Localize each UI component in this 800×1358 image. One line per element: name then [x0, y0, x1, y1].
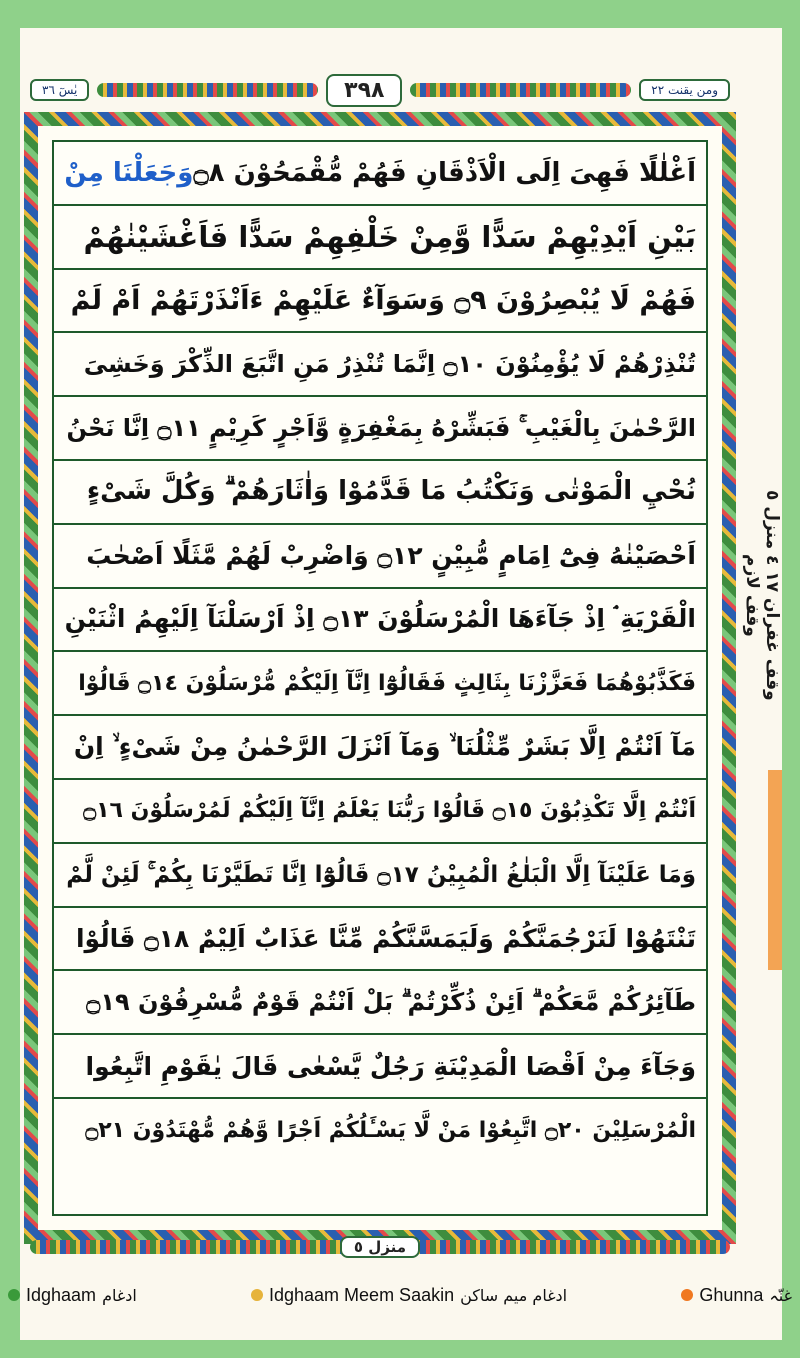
verse-line: [54, 844, 706, 908]
verse-line: [54, 142, 706, 206]
verse-line-text: [85, 1118, 696, 1143]
verse-line: [54, 971, 706, 1035]
verse-lines: [54, 142, 706, 1163]
legend-ghunna-ar: غنّہ: [769, 1285, 792, 1305]
idghaam-dot-icon: [8, 1289, 20, 1301]
text-area: [52, 140, 708, 1216]
verse-segment: اَحْصَيْنٰهُ فِىْٓ اِمَامٍ مُّبِيْنٍ ۝١٢ وَاضْرِبْ لَهُمْ مَّثَلًا اَصْحٰبَ: [86, 541, 696, 571]
verse-line-text: [74, 732, 696, 762]
verse-segment: وَجَعَلْنَا مِنْ: [64, 157, 194, 188]
verse-line: [54, 716, 706, 780]
verse-segment: بَيْنِ اَيْدِيْهِمْ سَدًّا وَّمِنْ خَلْفِهِمْ سَدًّا فَاَغْشَيْنٰهُمْ: [83, 219, 696, 254]
verse-segment: فَهُمْ لَا يُبْصِرُوْنَ ۝٩ وَسَوَآءٌ عَلَيْهِمْ ءَاَنْذَرْتَهُمْ اَمْ لَمْ: [70, 284, 696, 316]
ornamental-frame: [24, 112, 736, 1244]
verse-line: [54, 589, 706, 653]
meem-saakin-dot-icon: [251, 1289, 263, 1301]
verse-line: [54, 1035, 706, 1099]
verse-line-text: [84, 350, 696, 378]
header-ornament: [97, 83, 318, 97]
legend-meem-ar: ادغام میم ساکن: [460, 1285, 568, 1305]
verse-segment: طَآئِرُكُمْ مَّعَكُمْ ۗ اَئِنْ ذُكِّرْتُمْ ۗ بَلْ اَنْتُمْ قَوْمٌ مُّسْرِفُوْنَ ۝١٩: [86, 988, 696, 1017]
header-ornament-right: [410, 83, 631, 97]
legend-idghaam-ar: ادغام: [102, 1285, 137, 1305]
verse-segment: وَجَآءَ مِنْ اَقْصَا الْمَدِيْنَةِ رَجُلٌ يَّسْعٰى قَالَ يٰقَوْمِ اتَّبِعُوا: [85, 1051, 696, 1081]
verse-line: [54, 270, 706, 334]
legend-meem-en: Idghaam Meem Saakin: [269, 1284, 455, 1305]
verse-line: [54, 780, 706, 844]
verse-line: [54, 397, 706, 461]
verse-segment: تُنْذِرْهُمْ لَا يُؤْمِنُوْنَ ۝١٠ اِنَّمَا تُنْذِرُ مَنِ اتَّبَعَ الذِّكْرَ وَخَشِىَ: [83, 350, 696, 379]
verse-line-text: [87, 476, 696, 507]
verse-segment: الرَّحْمٰنَ بِالْغَيْبِ ۚ فَبَشِّرْهُ بِمَغْفِرَةٍ وَّاَجْرٍ كَرِيْمٍ ۝١١ اِنَّا نَحْنُ: [66, 414, 696, 443]
verse-line-text: [67, 414, 696, 442]
verse-line: [54, 525, 706, 589]
verse-line-text: [83, 220, 696, 254]
verse-line: [54, 333, 706, 397]
legend-idghaam-en: Idghaam: [26, 1284, 97, 1305]
legend-ghunna: [681, 1285, 792, 1306]
legend-meem-saakin: [251, 1285, 567, 1306]
verse-segment: مَآ اَنْتُمْ اِلَّا بَشَرٌ مِّثْلُنَا ۙ وَمَآ اَنْزَلَ الرَّحْمٰنُ مِنْ شَىْءٍ ۙ اِنْ: [73, 732, 696, 762]
verse-segment: فَكَذَّبُوْهُمَا فَعَزَّزْنَا بِثَالِثٍ فَقَالُوْٓا اِنَّآ اِلَيْكُمْ مُّرْسَلُوْنَ ۝١٤ قَالُوْا: [78, 670, 696, 696]
verse-segment: وَمَا عَلَيْنَآ اِلَّا الْبَلٰغُ الْمُبِيْنُ ۝١٧ قَالُوْٓا اِنَّا تَطَيَّرْنَا بِكُمْ ۚ لَئِنْ لَّمْ: [66, 861, 696, 888]
verse-line: [54, 206, 706, 270]
verse-line-text: [71, 285, 696, 316]
verse-line-text: [86, 988, 696, 1016]
manzil-label: منزل ٥: [340, 1236, 420, 1258]
verse-line-text: [66, 862, 696, 888]
verse-line: [54, 1099, 706, 1163]
verse-segment: الْقَرْيَةِ ۘ اِذْ جَآءَهَا الْمُرْسَلُوْنَ ۝١٣ اِذْ اَرْسَلْنَآ اِلَيْهِمُ اثْنَيْنِ: [64, 604, 696, 634]
legend-idghaam: [8, 1285, 137, 1306]
verse-segment: اَغْلٰلًا فَهِىَ اِلَى الْاَذْقَانِ فَهُمْ مُّقْمَحُوْنَ ۝٨: [193, 157, 696, 188]
verse-line-text: [78, 671, 696, 696]
tajweed-legend: [0, 1278, 800, 1312]
verse-line-text: [64, 158, 696, 188]
verse-line-text: [76, 924, 696, 953]
page-number: ٣٩٨: [326, 74, 402, 107]
page-header: [30, 70, 730, 110]
verse-segment: نُحْيِ الْمَوْتٰى وَنَكْتُبُ مَا قَدَّمُوْا وَاٰثَارَهُمْ ۗ وَكُلَّ شَىْءٍ: [86, 476, 696, 507]
verse-line-text: [83, 798, 696, 823]
margin-note: وقف غفران ١٧ ٤ منزل ٥ وقف لازم: [742, 489, 782, 701]
legend-ghunna-en: Ghunna: [699, 1284, 764, 1305]
surah-label: يٰسٓ ٣٦: [30, 79, 89, 101]
verse-line-text: [86, 541, 696, 570]
juz-label: ومن يقنت ٢٢: [639, 79, 730, 101]
verse-segment: تَنْتَهُوْا لَنَرْجُمَنَّكُمْ وَلَيَمَسَّنَّكُمْ مِّنَّا عَذَابٌ اَلِيْمٌ ۝١٨ قَالُوْا: [75, 923, 696, 953]
verse-line-text: [65, 604, 696, 634]
verse-line: [54, 908, 706, 972]
verse-segment: الْمُرْسَلِيْنَ ۝٢٠ اتَّبِعُوْا مَنْ لَّا يَسْـَٔلُكُمْ اَجْرًا وَّهُمْ مُّهْتَدُوْنَ ۝٢١: [85, 1118, 696, 1144]
verse-line-text: [86, 1052, 697, 1081]
page-edge-tab: [768, 770, 782, 970]
verse-line: [54, 461, 706, 525]
verse-line: [54, 652, 706, 716]
page-footer: [30, 1232, 730, 1262]
ghunna-dot-icon: [681, 1289, 693, 1301]
verse-segment: اَنْتُمْ اِلَّا تَكْذِبُوْنَ ۝١٥ قَالُوْا رَبُّنَا يَعْلَمُ اِنَّآ اِلَيْكُمْ لَمُرْسَلُوْنَ ۝١٦: [83, 798, 696, 824]
